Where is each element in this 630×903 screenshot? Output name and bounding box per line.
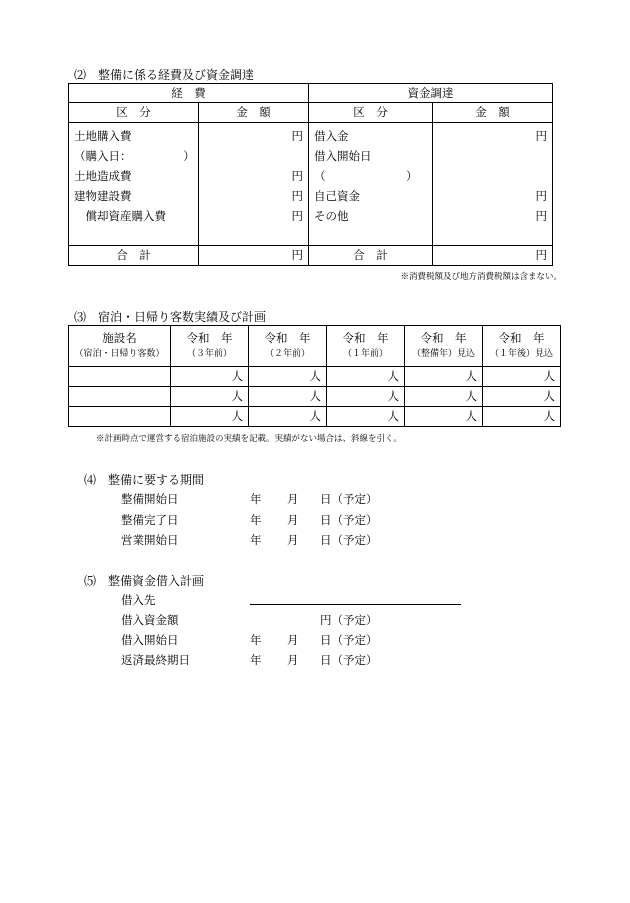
unit-cell: 人 bbox=[483, 367, 561, 387]
guest-count-note: ※計画時点で運営する宿泊施設の実績を記載。実績がない場合は、斜線を引く。 bbox=[96, 434, 402, 444]
expense-yen: 円 bbox=[291, 189, 303, 203]
loan-date-month: 月 bbox=[287, 633, 299, 647]
period-year: 年 bbox=[250, 533, 262, 547]
funding-yen: 円 bbox=[535, 209, 547, 223]
year-sub: （１年後）見込 bbox=[489, 349, 553, 359]
guest-count-table bbox=[68, 325, 561, 427]
unit-cell: 人 bbox=[327, 407, 405, 427]
unit-cell: 人 bbox=[483, 407, 561, 427]
funding-amount-header: 金 額 bbox=[433, 103, 553, 123]
period-day: 日（予定） bbox=[320, 492, 378, 506]
funding-yen bbox=[433, 146, 552, 166]
expense-amount-header: 金 額 bbox=[199, 103, 309, 123]
loan-date-label: 借入開始日 bbox=[121, 633, 179, 647]
year-header-3-before bbox=[171, 326, 249, 367]
funding-item: （ ） bbox=[314, 169, 418, 183]
expense-yen: 円 bbox=[291, 209, 303, 223]
loan-amount-label: 借入資金額 bbox=[121, 613, 179, 627]
funding-total-yen: 円 bbox=[433, 246, 553, 266]
expense-funding-table bbox=[68, 83, 553, 266]
unit-cell: 人 bbox=[171, 387, 249, 407]
expense-category-header: 区 分 bbox=[69, 103, 199, 123]
period-month: 月 bbox=[287, 513, 299, 527]
funding-header: 資金調達 bbox=[309, 84, 553, 103]
period-month: 月 bbox=[287, 492, 299, 506]
unit-cell: 人 bbox=[171, 367, 249, 387]
expense-total-label: 合 計 bbox=[69, 246, 199, 266]
tax-note: ※消費税額及び地方消費税額は含まない。 bbox=[400, 272, 562, 282]
expense-item: 償却資産購入費 bbox=[74, 209, 166, 223]
loan-date-year: 年 bbox=[250, 633, 262, 647]
year-label: 令和 年 bbox=[342, 331, 389, 345]
unit-cell: 人 bbox=[249, 367, 327, 387]
section2-heading: ⑵ 整備に係る経費及び資金調達 bbox=[74, 68, 255, 82]
unit-cell: 人 bbox=[327, 387, 405, 407]
expense-item: 建物建設費 bbox=[74, 189, 132, 203]
period-year: 年 bbox=[250, 492, 262, 506]
loan-date-day: 日（予定） bbox=[320, 653, 378, 667]
table-row bbox=[69, 367, 561, 387]
period-month: 月 bbox=[287, 533, 299, 547]
section5-heading: ⑸ 整備資金借入計画 bbox=[84, 574, 205, 588]
year-label: 令和 年 bbox=[420, 331, 467, 345]
table-row bbox=[69, 407, 561, 427]
year-label: 令和 年 bbox=[264, 331, 311, 345]
loan-amount-value: 円（予定） bbox=[320, 613, 378, 627]
period-day: 日（予定） bbox=[320, 513, 378, 527]
year-sub: （１年前） bbox=[342, 349, 388, 359]
lender-underline bbox=[250, 604, 461, 605]
section3-heading: ⑶ 宿泊・日帰り客数実績及び計画 bbox=[74, 310, 267, 324]
funding-total-label: 合 計 bbox=[309, 246, 433, 266]
unit-cell: 人 bbox=[405, 387, 483, 407]
period-day: 日（予定） bbox=[320, 533, 378, 547]
expense-items-cell bbox=[69, 123, 199, 246]
expense-item: （購入日： ） bbox=[74, 149, 195, 163]
unit-cell: 人 bbox=[483, 387, 561, 407]
funding-item: 借入金 bbox=[314, 129, 349, 143]
table-row bbox=[69, 387, 561, 407]
funding-yen: 円 bbox=[535, 189, 547, 203]
facility-name-cell bbox=[69, 387, 171, 407]
funding-items-cell bbox=[309, 123, 433, 246]
year-header-1-after bbox=[483, 326, 561, 367]
year-sub: （２年前） bbox=[264, 349, 310, 359]
unit-cell: 人 bbox=[405, 407, 483, 427]
period-label: 整備完了日 bbox=[121, 513, 179, 527]
lender-label: 借入先 bbox=[121, 593, 156, 607]
year-label: 令和 年 bbox=[498, 331, 545, 345]
expense-item: 土地購入費 bbox=[74, 129, 132, 143]
facility-sub: （宿泊・日帰り客数） bbox=[74, 349, 165, 359]
funding-item: 自己資金 bbox=[314, 189, 360, 203]
unit-cell: 人 bbox=[327, 367, 405, 387]
year-sub: （３年前） bbox=[186, 349, 232, 359]
funding-category-header: 区 分 bbox=[309, 103, 433, 123]
year-header-1-before bbox=[327, 326, 405, 367]
facility-name-cell bbox=[69, 367, 171, 387]
loan-date-day: 日（予定） bbox=[320, 633, 378, 647]
facility-header bbox=[69, 326, 171, 367]
period-label: 営業開始日 bbox=[121, 533, 179, 547]
funding-item: 借入開始日 bbox=[314, 149, 372, 163]
year-label: 令和 年 bbox=[186, 331, 233, 345]
period-year: 年 bbox=[250, 513, 262, 527]
funding-item: その他 bbox=[314, 209, 349, 223]
funding-yen: 円 bbox=[535, 129, 547, 143]
year-header-development bbox=[405, 326, 483, 367]
unit-cell: 人 bbox=[249, 387, 327, 407]
expense-yen bbox=[199, 146, 308, 166]
loan-date-label: 返済最終期日 bbox=[121, 653, 190, 667]
unit-cell: 人 bbox=[171, 407, 249, 427]
facility-name-cell bbox=[69, 407, 171, 427]
expense-item: 土地造成費 bbox=[74, 169, 132, 183]
funding-amounts-cell bbox=[433, 123, 553, 246]
loan-date-year: 年 bbox=[250, 653, 262, 667]
expense-yen: 円 bbox=[291, 129, 303, 143]
funding-yen bbox=[433, 166, 552, 186]
expense-yen: 円 bbox=[291, 169, 303, 183]
loan-date-month: 月 bbox=[287, 653, 299, 667]
facility-label: 施設名 bbox=[102, 331, 137, 345]
period-label: 整備開始日 bbox=[121, 492, 179, 506]
section4-heading: ⑷ 整備に要する期間 bbox=[84, 473, 205, 487]
year-header-2-before bbox=[249, 326, 327, 367]
expense-total-yen: 円 bbox=[199, 246, 309, 266]
unit-cell: 人 bbox=[405, 367, 483, 387]
unit-cell: 人 bbox=[249, 407, 327, 427]
expenses-header: 経 費 bbox=[69, 84, 309, 103]
expense-amounts-cell bbox=[199, 123, 309, 246]
year-sub: （整備年）見込 bbox=[411, 349, 475, 359]
